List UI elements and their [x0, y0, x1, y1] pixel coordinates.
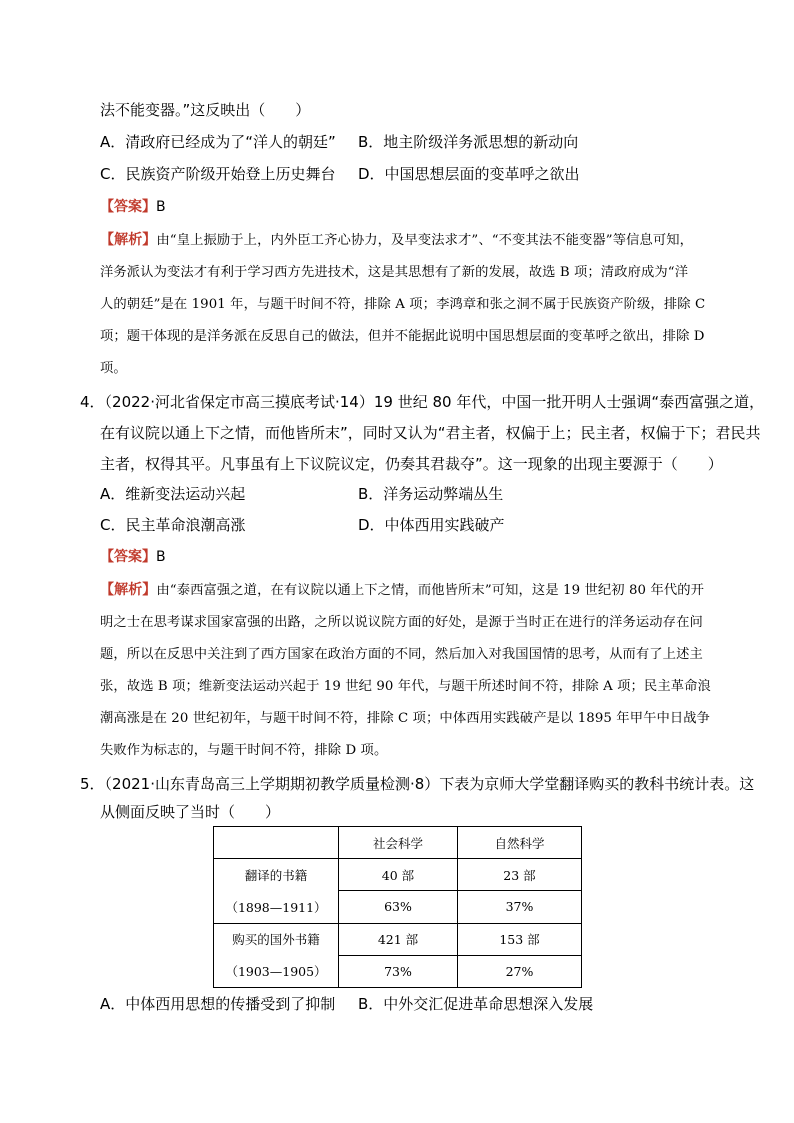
analysis-tag: 【解析】: [100, 232, 157, 248]
analysis-text: 由“皇上振励于上，内外臣工齐心协力，及早变法求才”、“不变其法不能变器”等信息可知，: [156, 233, 694, 248]
table-row: [214, 955, 582, 987]
q4-stem-line-2: 在有议院以通上下之情，而他皆所末”，同时又认为“君主者，权偏于上；民主者，权偏于下；君民共: [100, 424, 761, 442]
q3-option-a: A．清政府已经成为了“洋人的朝廷”: [100, 133, 336, 151]
table-header-row: [214, 827, 582, 859]
q3-option-c: C．民族资产阶级开始登上历史舞台: [100, 165, 336, 183]
q4-analysis-line-6: 失败作为标志的，与题干时间不符，排除 D 项。: [100, 743, 388, 758]
row-label: 购买的国外书籍: [214, 923, 339, 955]
q3-analysis-line-4: 项；题干体现的是洋务派在反思自己的做法，但并不能据此说明中国思想层面的变革呼之欲出，排除 D: [100, 329, 705, 344]
cell-count-social: 421 部: [339, 923, 458, 955]
q4-analysis-line-5: 潮高涨是在 20 世纪初年，与题干时间不符，排除 C 项；中体西用实践破产是以 1895 年甲午中日战争: [100, 711, 711, 726]
cell-pct-natural: 27%: [458, 955, 582, 987]
q3-answer: [100, 200, 166, 214]
answer-tag: 【答案】: [100, 549, 156, 565]
q5-stem-line-2: 从侧面反映了当时（ ）: [100, 803, 281, 821]
q4-stem-line-3: 主者，权得其平。凡事虽有上下议院议定，仍奏其君裁夺”。这一现象的出现主要源于（ ）: [100, 455, 723, 473]
cell-pct-natural: 37%: [458, 891, 582, 923]
row-period: （1903—1905）: [214, 955, 339, 987]
table-row: [214, 859, 582, 891]
textbook-stats-table: [213, 826, 582, 988]
table-header-social: 社会科学: [339, 827, 458, 859]
q5-stem-line-1: 5．（2021·山东青岛高三上学期期初教学质量检测·8）下表为京师大学堂翻译购买的教科书统计表。这: [80, 775, 755, 793]
q4-option-b: B．洋务运动弊端丛生: [358, 485, 504, 503]
cell-pct-social: 73%: [339, 955, 458, 987]
q3-option-b: B．地主阶级洋务派思想的新动向: [358, 133, 579, 151]
answer-value: B: [156, 549, 166, 565]
row-period: （1898—1911）: [214, 891, 339, 923]
answer-value: B: [156, 199, 166, 215]
q5-option-b: B．中外交汇促进革命思想深入发展: [358, 995, 594, 1013]
q4-stem-line-1: 4．（2022·河北省保定市高三摸底考试·14）19 世纪 80 年代，中国一批开明人士强调“泰西富强之道，: [80, 393, 765, 411]
q3-analysis-line-5: 项。: [100, 361, 127, 376]
q4-option-a: A．维新变法运动兴起: [100, 485, 246, 503]
cell-count-social: 40 部: [339, 859, 458, 891]
q3-analysis-line-2: 洋务派认为变法才有利于学习西方先进技术，这是其思想有了新的发展，故选 B 项；清政府成为“洋: [100, 265, 689, 280]
q3-option-d: D．中国思想层面的变革呼之欲出: [358, 165, 580, 183]
q4-analysis-line-4: 张，故选 B 项；维新变法运动兴起于 19 世纪 90 年代，与题干所述时间不符，排除 A 项；民主革命浪: [100, 679, 711, 694]
cell-pct-social: 63%: [339, 891, 458, 923]
q4-option-c: C．民主革命浪潮高涨: [100, 516, 246, 534]
analysis-text: 由“泰西富强之道，在有议院以通上下之情，而他皆所末”可知，这是 19 世纪初 80 年代的开: [156, 583, 705, 598]
q4-analysis-line-1: [100, 583, 704, 597]
q4-option-d: D．中体西用实践破产: [358, 516, 505, 534]
table-header-natural: 自然科学: [458, 827, 582, 859]
analysis-tag: 【解析】: [100, 582, 157, 598]
q3-analysis-line-3: 人的朝廷”是在 1901 年，与题干时间不符，排除 A 项；李鸿章和张之洞不属于民族资产阶级，排除 C: [100, 297, 706, 312]
q3-analysis-line-1: [100, 233, 693, 247]
table-row: [214, 923, 582, 955]
q3-stem-tail: 法不能变器。”这反映出（ ）: [100, 101, 311, 119]
q4-answer: [100, 550, 166, 564]
table-row: [214, 891, 582, 923]
cell-count-natural: 23 部: [458, 859, 582, 891]
q4-analysis-line-2: 明之士在思考谋求国家富强的出路，之所以说议院方面的好处，是源于当时正在进行的洋务运动存在问: [100, 615, 703, 630]
q5-option-a: A．中体西用思想的传播受到了抑制: [100, 995, 336, 1013]
cell-count-natural: 153 部: [458, 923, 582, 955]
table-header-empty: [214, 827, 339, 859]
answer-tag: 【答案】: [100, 199, 156, 215]
q4-analysis-line-3: 题，所以在反思中关注到了西方国家在政治方面的不同，然后加入对我国国情的思考，从而有了上述主: [100, 647, 703, 662]
row-label: 翻译的书籍: [214, 859, 339, 891]
